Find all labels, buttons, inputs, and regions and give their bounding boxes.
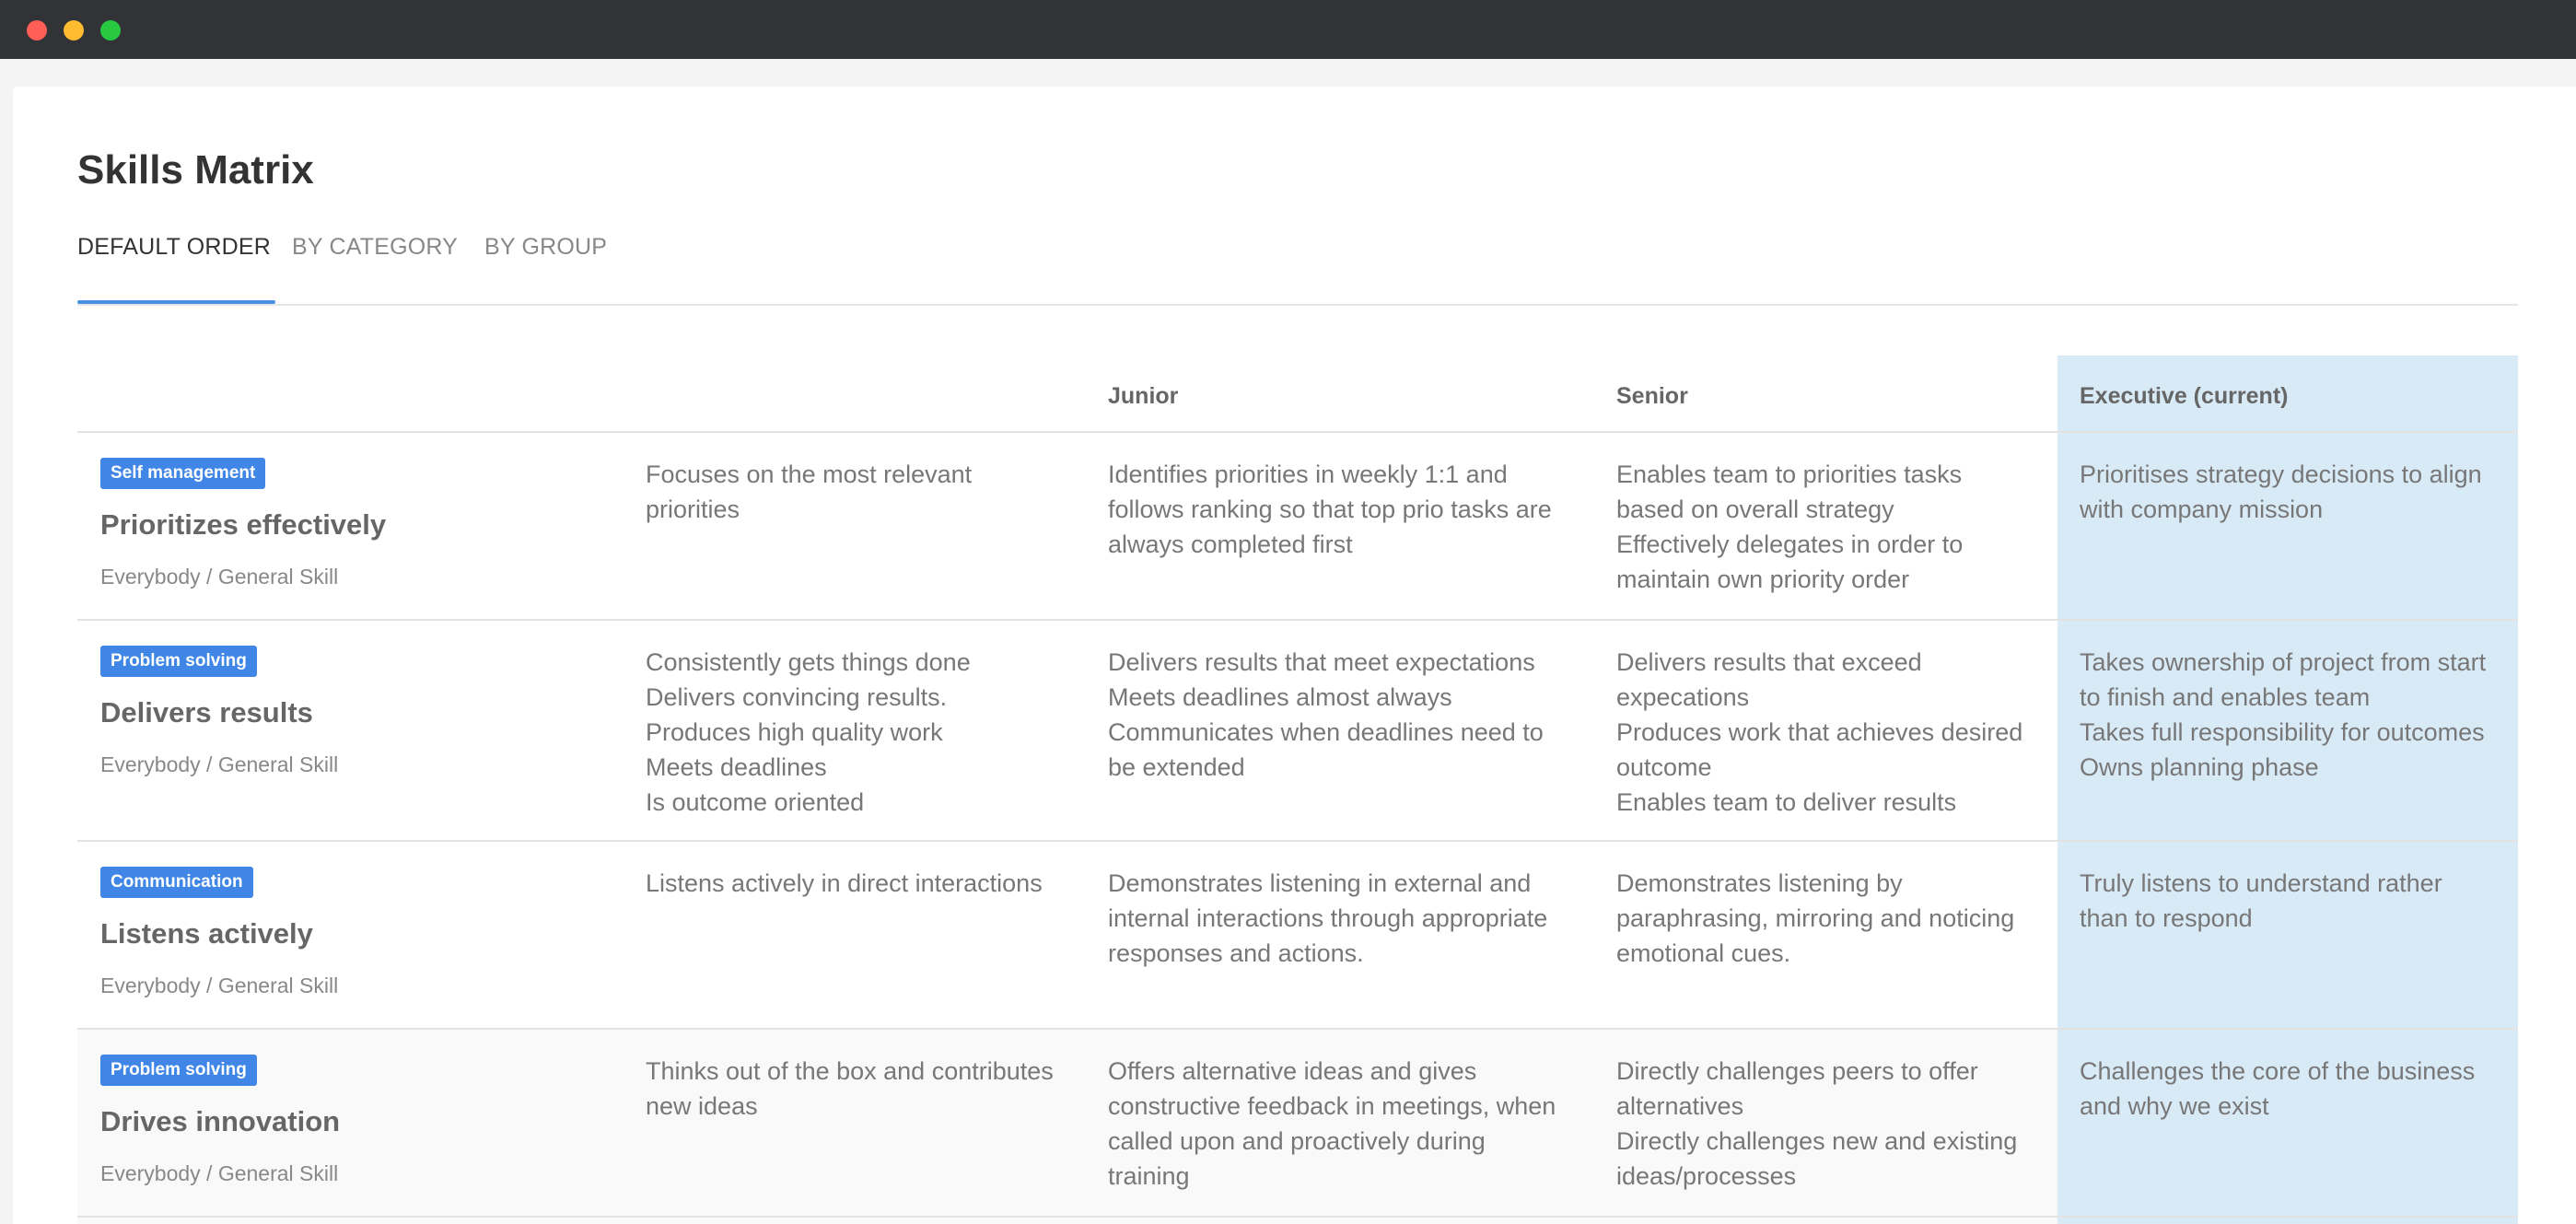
cell-line: Demonstrates listening in external and xyxy=(1108,869,1532,897)
cell-line: Identifies priorities in weekly 1:1 and xyxy=(1108,460,1508,488)
level-cell-senior xyxy=(1616,866,2058,971)
level-cell xyxy=(646,457,1078,527)
level-cell-junior xyxy=(1108,645,1587,785)
cell-line: priorities xyxy=(646,495,740,523)
cell-line: Focuses on the most relevant xyxy=(646,460,973,488)
level-cell-senior xyxy=(1616,645,2058,820)
cell-line: Communicates when deadlines need to xyxy=(1108,718,1544,746)
level-cell xyxy=(646,866,1078,901)
cell-line: called upon and proactively during xyxy=(1108,1127,1486,1155)
skill-name: Listens actively xyxy=(100,917,313,950)
category-badge: Problem solving xyxy=(100,1055,257,1086)
cell-line: Takes ownership of project from start xyxy=(2080,648,2487,676)
page-title: Skills Matrix xyxy=(77,147,314,192)
skill-name: Prioritizes effectively xyxy=(100,508,387,541)
cell-line: training xyxy=(1108,1162,1190,1190)
cell-line: Enables team to deliver results xyxy=(1616,788,1957,816)
level-cell-junior xyxy=(1108,457,1587,562)
cell-line: outcome xyxy=(1616,753,1712,781)
cell-line: Consistently gets things done xyxy=(646,648,971,676)
category-badge: Self management xyxy=(100,458,265,489)
skill-group: Everybody / General Skill xyxy=(100,973,339,997)
cell-line: with company mission xyxy=(2080,495,2324,523)
window-titlebar xyxy=(0,0,2576,59)
cell-line: ideas/processes xyxy=(1616,1162,1797,1190)
cell-line: Delivers convincing results. xyxy=(646,683,948,711)
table-row[interactable] xyxy=(77,621,2518,840)
cell-line: Offers alternative ideas and gives xyxy=(1108,1057,1477,1085)
cell-line: Truly listens to understand rather xyxy=(2080,869,2442,897)
skill-name: Delivers results xyxy=(100,696,313,729)
cell-line: constructive feedback in meetings, when xyxy=(1108,1092,1556,1120)
cell-line: Delivers results that meet expectations xyxy=(1108,648,1535,676)
cell-line: Produces work that achieves desired xyxy=(1616,718,2023,746)
tab-default-order[interactable]: DEFAULT ORDER xyxy=(77,234,272,260)
cell-line: emotional cues. xyxy=(1616,939,1791,967)
cell-line: Challenges the core of the business xyxy=(2080,1057,2476,1085)
cell-line: Takes full responsibility for outcomes xyxy=(2080,718,2485,746)
category-badge: Problem solving xyxy=(100,646,257,677)
cell-line: Is outcome oriented xyxy=(646,788,865,816)
row-divider xyxy=(77,1216,2518,1218)
cell-line: Enables team to priorities tasks xyxy=(1616,460,1963,488)
cell-line: maintain own priority order xyxy=(1616,565,1910,593)
cell-line: follows ranking so that top prio tasks are xyxy=(1108,495,1552,523)
level-cell-executive xyxy=(2080,457,2512,527)
cell-line: to finish and enables team xyxy=(2080,683,2371,711)
cell-line: paraphrasing, mirroring and noticing xyxy=(1616,904,2015,932)
cell-line: Produces high quality work xyxy=(646,718,943,746)
tab-by-category[interactable]: BY CATEGORY xyxy=(292,234,459,260)
level-cell-executive xyxy=(2080,1054,2512,1124)
cell-line: Prioritises strategy decisions to align xyxy=(2080,460,2482,488)
level-cell-executive xyxy=(2080,866,2512,936)
cell-line: Directly challenges new and existing xyxy=(1616,1127,2018,1155)
cell-line: Demonstrates listening by xyxy=(1616,869,1903,897)
level-cell-junior xyxy=(1108,866,1587,971)
level-cell-senior xyxy=(1616,457,2058,597)
cell-line: and why we exist xyxy=(2080,1092,2269,1120)
cell-line: responses and actions. xyxy=(1108,939,1364,967)
tabs-divider xyxy=(77,304,2518,306)
close-window-icon[interactable] xyxy=(27,20,47,41)
skill-group: Everybody / General Skill xyxy=(100,752,339,776)
maximize-window-icon[interactable] xyxy=(100,20,121,41)
header-senior: Senior xyxy=(1616,383,1688,409)
skill-name: Drives innovation xyxy=(100,1105,341,1137)
header-junior: Junior xyxy=(1108,383,1179,409)
level-cell xyxy=(646,645,1078,820)
skill-group: Everybody / General Skill xyxy=(100,565,339,589)
level-cell-senior xyxy=(1616,1054,2058,1194)
cell-line: Directly challenges peers to offer xyxy=(1616,1057,1978,1085)
cell-line: Listens actively in direct interactions xyxy=(646,869,1043,897)
cell-line: new ideas xyxy=(646,1092,758,1120)
cell-line: be extended xyxy=(1108,753,1245,781)
cell-line: internal interactions through appropriate xyxy=(1108,904,1548,932)
cell-line: expecations xyxy=(1616,683,1750,711)
cell-line: based on overall strategy xyxy=(1616,495,1894,523)
cell-line: alternatives xyxy=(1616,1092,1744,1120)
level-cell-executive xyxy=(2080,645,2512,785)
table-header xyxy=(77,356,2518,433)
minimize-window-icon[interactable] xyxy=(64,20,84,41)
skill-group: Everybody / General Skill xyxy=(100,1161,339,1185)
cell-line: Thinks out of the box and contributes xyxy=(646,1057,1054,1085)
category-badge: Communication xyxy=(100,867,253,898)
cell-line: Meets deadlines almost always xyxy=(1108,683,1452,711)
cell-line: always completed first xyxy=(1108,530,1353,558)
header-executive: Executive (current) xyxy=(2080,383,2289,409)
cell-line: Meets deadlines xyxy=(646,753,827,781)
level-cell xyxy=(646,1054,1078,1124)
level-cell-junior xyxy=(1108,1054,1587,1194)
cell-line: than to respond xyxy=(2080,904,2253,932)
cell-line: Owns planning phase xyxy=(2080,753,2319,781)
table-row[interactable] xyxy=(77,1030,2518,1224)
cell-line: Effectively delegates in order to xyxy=(1616,530,1964,558)
tab-by-group[interactable]: BY GROUP xyxy=(484,234,608,260)
cell-line: Delivers results that exceed xyxy=(1616,648,1922,676)
